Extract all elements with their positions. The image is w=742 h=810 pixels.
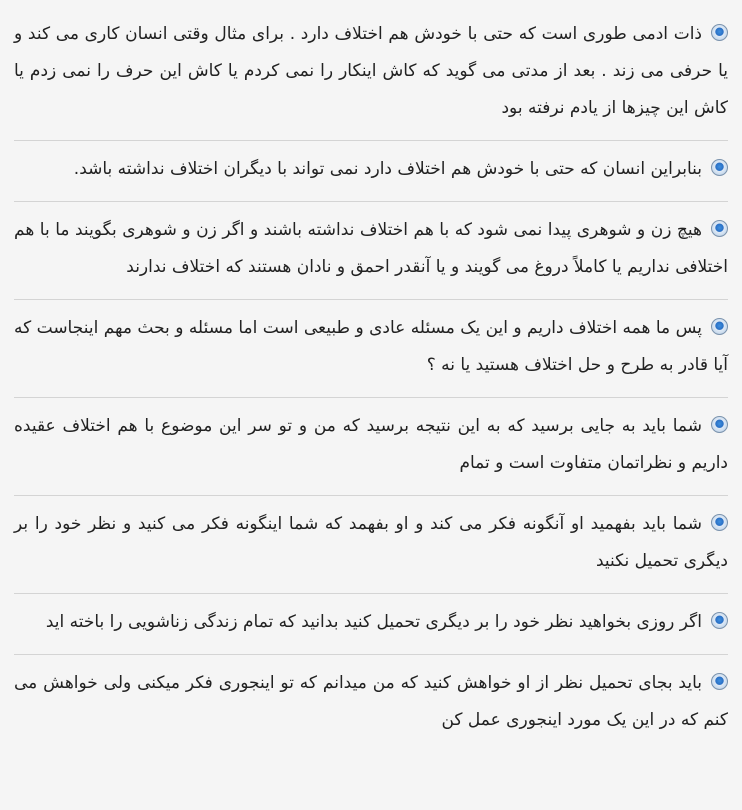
- paragraph: [14, 202, 728, 300]
- paragraph-text: پس ما همه اختلاف داریم و این یک مسئله عادی و طبیعی است اما مسئله و بحث مهم اینجاست که آیا قادر به طرح و حل اختلاف هستید یا نه ؟: [14, 318, 728, 375]
- paragraph: [14, 6, 728, 141]
- paragraph: [14, 655, 728, 752]
- radio-bullet-icon: [711, 24, 728, 41]
- paragraph: [14, 141, 728, 202]
- paragraph-text: بنابراین انسان که حتی با خودش هم اختلاف دارد نمی تواند با دیگران اختلاف نداشته باشد.: [73, 159, 702, 179]
- paragraph-text: اگر روزی بخواهید نظر خود را بر دیگری تحمیل کنید بدانید که تمام زندگی زناشویی را باخته اید: [45, 612, 702, 632]
- paragraph-text: باید بجای تحمیل نظر از او خواهش کنید که من میدانم که تو اینجوری فکر میکنی ولی خواهش می کنم که در این یک مورد اینجوری عمل کن: [14, 673, 728, 730]
- paragraph: [14, 398, 728, 496]
- radio-bullet-icon: [711, 514, 728, 531]
- paragraph-text: ذات ادمی طوری است که حتی با خودش هم اختلاف دارد . برای مثال وقتی انسان کاری می کند و یا حرفی می زند . بعد از مدتی می گوید که کاش اینکار را نمی کردم یا کاش این حرف را نمی زدم یا کاش این چیزها از یادم نرفته بود: [14, 24, 728, 118]
- paragraph: [14, 594, 728, 655]
- radio-bullet-icon: [711, 673, 728, 690]
- paragraph: [14, 496, 728, 594]
- radio-bullet-icon: [711, 220, 728, 237]
- paragraph-text: شما باید به جایی برسید که به این نتیجه برسید که من و تو سر این موضوع با هم اختلاف عقیده داریم و نظراتمان متفاوت است و تمام: [14, 416, 728, 473]
- paragraph-text: هیچ زن و شوهری پیدا نمی شود که با هم اختلاف نداشته باشند و اگر زن و شوهری بگویند ما با هم اختلافی نداریم یا کاملاً دروغ می گویند و یا آنقدر احمق و نادان هستند که اختلاف ندارند: [14, 220, 728, 277]
- radio-bullet-icon: [711, 159, 728, 176]
- radio-bullet-icon: [711, 612, 728, 629]
- paragraph-text: شما باید بفهمید او آنگونه فکر می کند و او بفهمد که شما اینگونه فکر می کنید و نظر خود را بر دیگری تحمیل نکنید: [14, 514, 728, 571]
- radio-bullet-icon: [711, 416, 728, 433]
- radio-bullet-icon: [711, 318, 728, 335]
- paragraph: [14, 300, 728, 398]
